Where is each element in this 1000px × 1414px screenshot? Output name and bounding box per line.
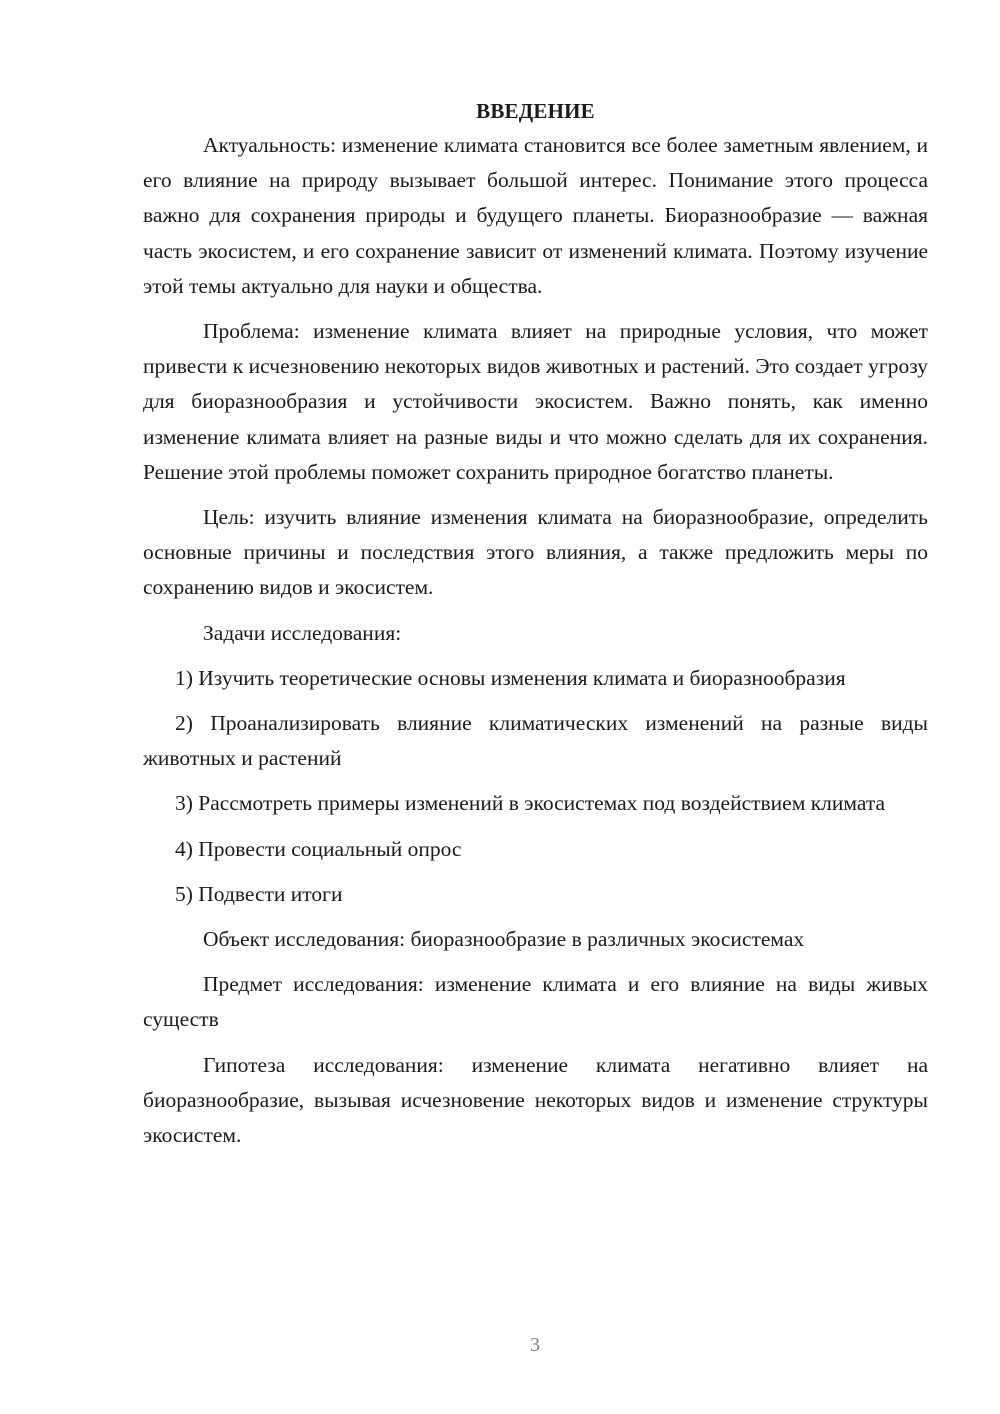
problem-paragraph: Проблема: изменение климата влияет на природные условия, что может привести к исчезновению некоторых видов животных и растений. Это создает угрозу для биоразнообразия и устойчивости экосистем. Важно понять, как именно изменение климата влияет на разные виды и что можно сделать для их сохранения. Решение этой проблемы поможет сохранить природное богатство планеты. bbox=[143, 319, 928, 484]
task-item-4: 4) Провести социальный опрос bbox=[175, 836, 462, 861]
task-item-5: 5) Подвести итоги bbox=[175, 881, 343, 906]
task-item-1: 1) Изучить теоретические основы изменения климата и биоразнообразия bbox=[175, 665, 846, 690]
task-item-2: 2) Проанализировать влияние климатических изменений на разные виды животных и растений bbox=[143, 711, 928, 771]
tasks-heading: Задачи исследования: bbox=[203, 620, 402, 645]
relevance-paragraph: Актуальность: изменение климата становится все более заметным явлением, и его влияние на природу вызывает большой интерес. Понимание этого процесса важно для сохранения природы и будущего планеты. Биоразнообразие — важная часть экосистем, и его сохранение зависит от изменений климата. Поэтому изучение этой темы актуально для науки и общества. bbox=[143, 133, 928, 298]
page-title: ВВЕДЕНИЕ bbox=[476, 99, 595, 123]
task-item-3: 3) Рассмотреть примеры изменений в экосистемах под воздействием климата bbox=[175, 791, 886, 816]
goal-paragraph: Цель: изучить влияние изменения климата на биоразнообразие, определить основные причины и последствия этого влияния, а также предложить меры по сохранению видов и экосистем. bbox=[143, 505, 928, 600]
research-object-paragraph: Объект исследования: биоразнообразие в различных экосистемах bbox=[203, 927, 805, 952]
research-subject-paragraph: Предмет исследования: изменение климата и его влияние на виды живых существ bbox=[143, 972, 928, 1032]
document-page bbox=[143, 94, 928, 1153]
page-number: 3 bbox=[530, 1334, 540, 1356]
hypothesis-paragraph: Гипотеза исследования: изменение климата негативно влияет на биоразнообразие, вызывая исчезновение некоторых видов и изменение структуры экосистем. bbox=[143, 1052, 928, 1148]
